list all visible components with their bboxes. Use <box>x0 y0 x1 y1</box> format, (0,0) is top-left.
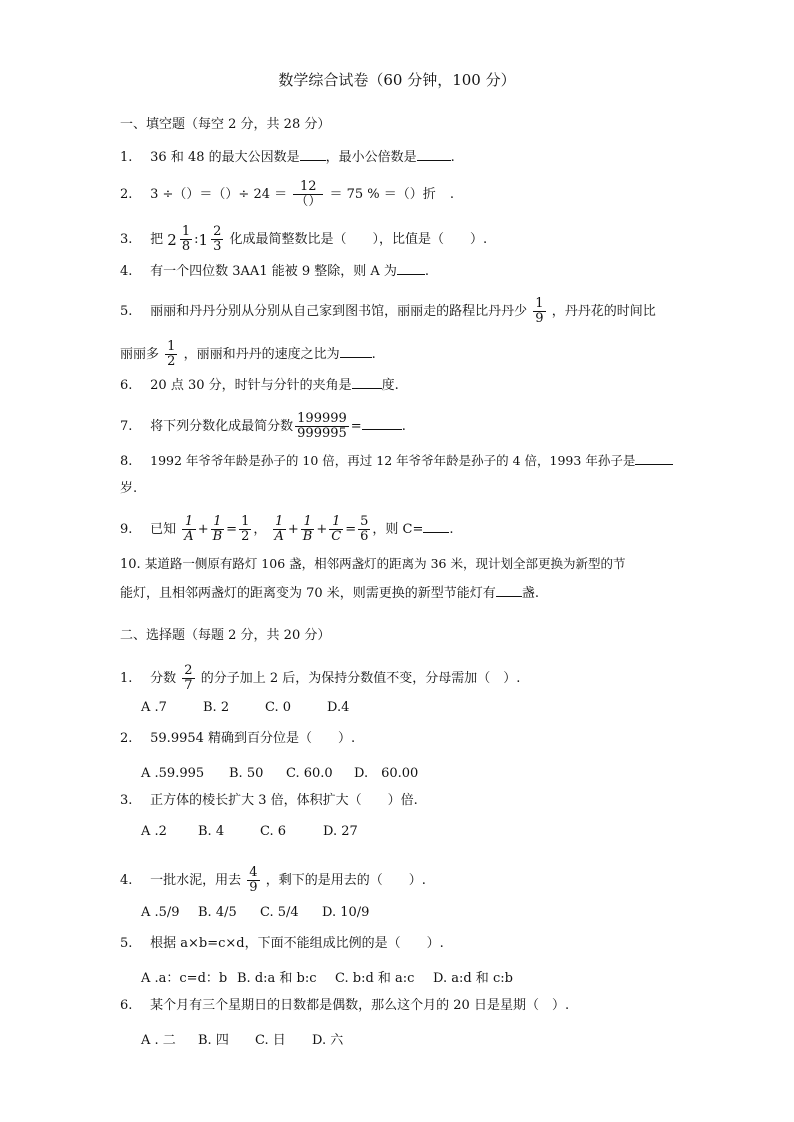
fraction <box>182 664 194 693</box>
numerator: 1 <box>181 224 191 239</box>
answer-blank <box>340 345 372 358</box>
question-number: 9. <box>120 522 133 537</box>
question-text: 度. <box>381 378 399 393</box>
fraction <box>533 297 545 326</box>
whole-part: 1 <box>198 230 209 249</box>
question-2-2 <box>120 731 355 747</box>
equals-sign: = <box>226 522 238 537</box>
question-number: 5. <box>120 304 133 319</box>
option-a[interactable]: A .2 <box>141 824 167 839</box>
option-d[interactable]: D. 10/9 <box>322 905 370 920</box>
fraction <box>211 225 223 254</box>
option-a[interactable]: A .7 <box>141 700 167 715</box>
answer-options <box>141 762 418 781</box>
question-1-10 <box>120 556 626 573</box>
option-d[interactable]: D. 27 <box>323 824 358 839</box>
question-text: 20 点 30 分，时针与分针的夹角是 <box>150 378 352 393</box>
fraction <box>165 340 177 369</box>
question-2-4 <box>120 866 426 895</box>
question-1-5 <box>120 297 656 326</box>
question-1-4 <box>120 262 429 280</box>
denominator: 9 <box>249 880 258 895</box>
mixed-number <box>167 225 194 254</box>
question-text: 盏. <box>521 586 539 601</box>
comma: ， <box>253 522 267 537</box>
mixed-number <box>199 225 226 254</box>
question-text: 的分子加上 2 后，为保持分数值不变，分母需加（ ）. <box>200 671 521 686</box>
option-b[interactable]: B. 4 <box>198 824 225 839</box>
question-number: 5. <box>120 936 133 951</box>
section-heading-multiple-choice: 二、选择题（每题 2 分，共 20 分） <box>120 628 331 643</box>
option-c[interactable]: C. 5/4 <box>260 905 299 920</box>
whole-part: 2 <box>167 230 177 249</box>
question-text: 某个月有三个星期日的日数都是偶数，那么这个月的 20 日是星期（ ）. <box>150 998 570 1013</box>
question-text: ，剩下的是用去的（ ）. <box>265 873 426 888</box>
question-1-9 <box>120 515 454 544</box>
option-c[interactable]: C. 日 <box>255 1033 286 1048</box>
answer-blank <box>423 520 449 533</box>
question-number: 1. <box>120 150 133 165</box>
numerator: 1 <box>535 296 544 311</box>
denominator: 8 <box>181 239 191 254</box>
fraction <box>247 866 259 895</box>
question-text: . <box>449 187 455 202</box>
option-c[interactable]: C. 60.0 <box>286 766 333 781</box>
option-c[interactable]: C. 6 <box>260 824 287 839</box>
numerator: 1 <box>213 514 222 529</box>
fraction <box>182 515 195 544</box>
question-text: . <box>450 150 455 165</box>
option-d[interactable]: D. 六 <box>312 1033 344 1048</box>
answer-blank <box>417 148 451 161</box>
question-text: 根据 a×b=c×d，下面不能组成比例的是（ ）. <box>150 936 444 951</box>
question-1-7 <box>120 412 406 441</box>
fraction <box>301 515 315 544</box>
denominator: 9 <box>535 311 544 326</box>
numerator: 4 <box>249 865 258 880</box>
answer-options <box>141 824 358 839</box>
question-text: 能灯，且相邻两盏灯的距离变为 70 米，则需更换的新型节能灯有 <box>120 586 496 601</box>
option-a[interactable]: A .59.995 <box>141 766 205 781</box>
question-text: 3 ÷（）＝（）÷ 24 ＝ <box>150 187 288 202</box>
denominator: C <box>331 529 342 544</box>
fraction <box>239 515 251 544</box>
denominator: 3 <box>213 239 222 254</box>
denominator: 2 <box>241 529 250 544</box>
option-d[interactable]: D. a:d 和 c:b <box>433 971 513 986</box>
option-b[interactable]: B. 2 <box>203 700 230 715</box>
denominator: （） <box>295 194 322 209</box>
equals-sign: = <box>345 522 357 537</box>
option-d[interactable]: D.4 <box>327 700 350 715</box>
numerator: 12 <box>300 179 317 194</box>
denominator: 2 <box>167 354 176 369</box>
option-a[interactable]: A . 二 <box>141 1033 176 1048</box>
question-1-2 <box>120 180 454 209</box>
question-number: 1. <box>120 671 133 686</box>
numerator: 2 <box>184 663 193 678</box>
question-number: 7. <box>120 419 133 434</box>
numerator: 1 <box>184 514 194 529</box>
question-text: . <box>424 264 430 279</box>
answer-blank <box>362 417 402 430</box>
question-1-8 <box>120 452 673 470</box>
question-text: 丽丽和丹丹分别从分别从自己家到图书馆，丽丽走的路程比丹丹少 <box>150 304 528 319</box>
question-text: . <box>449 522 454 537</box>
option-b[interactable]: B. 50 <box>229 766 264 781</box>
question-text: ＝ 75 % ＝（）折 <box>329 187 436 202</box>
question-text: 一批水泥，用去 <box>150 873 242 888</box>
question-number: 4. <box>120 873 133 888</box>
numerator: 5 <box>360 514 369 529</box>
answer-options <box>141 1029 343 1048</box>
question-1-6 <box>120 376 399 394</box>
question-text: . <box>401 419 406 434</box>
fraction <box>180 225 192 254</box>
question-number: 6. <box>120 998 133 1013</box>
answer-blank <box>300 148 326 161</box>
question-1-1 <box>120 148 455 166</box>
denominator: B <box>302 529 313 544</box>
question-1-3 <box>120 225 487 254</box>
numerator: 1 <box>275 514 284 529</box>
question-text: ，丽丽和丹丹的速度之比为 <box>183 347 340 362</box>
numerator: 2 <box>213 224 222 239</box>
option-a[interactable]: A .a：c=d：b <box>141 971 228 986</box>
question-number: 3. <box>120 793 133 808</box>
question-text: 丽丽多 <box>120 347 160 362</box>
question-text: 有一个四位数 3AA1 能被 9 整除，则 A 为 <box>150 264 397 279</box>
option-a[interactable]: A .5/9 <box>141 905 180 920</box>
option-b[interactable]: B. 四 <box>198 1033 229 1048</box>
numerator: 1 <box>167 339 176 354</box>
fraction <box>293 180 323 209</box>
fraction <box>295 412 349 441</box>
fraction <box>211 515 225 544</box>
answer-options <box>141 700 349 715</box>
numerator: 1 <box>303 514 312 529</box>
plus-sign: + <box>316 522 328 537</box>
numerator: 199999 <box>297 411 347 426</box>
numerator: 1 <box>332 514 341 529</box>
denominator: A <box>184 529 194 544</box>
answer-blank <box>635 452 673 465</box>
question-text: 将下列分数化成最简分数 <box>150 419 294 434</box>
question-number: 6. <box>120 378 133 393</box>
question-number: 2. <box>120 187 133 202</box>
option-d[interactable]: D. 60.00 <box>354 766 419 781</box>
question-number: 8. <box>120 454 133 469</box>
denominator: 7 <box>184 678 193 693</box>
question-number: 4. <box>120 264 133 279</box>
question-text: 36 和 48 的最大公因数是 <box>150 150 300 165</box>
question-number: 2. <box>120 731 133 746</box>
question-2-3 <box>120 793 418 809</box>
denominator: A <box>274 529 284 544</box>
fraction <box>329 515 343 544</box>
question-2-1 <box>120 664 520 693</box>
option-c[interactable]: C. b:d 和 a:c <box>335 971 415 986</box>
ratio-colon: : <box>194 232 199 247</box>
numerator: 1 <box>241 514 250 529</box>
option-c[interactable]: C. 0 <box>265 700 292 715</box>
answer-blank <box>496 584 522 597</box>
fraction <box>358 515 370 544</box>
denominator: 999995 <box>297 426 347 441</box>
fraction <box>273 515 286 544</box>
denominator: 6 <box>360 529 369 544</box>
plus-sign: + <box>197 522 209 537</box>
question-1-8-continued <box>120 481 137 497</box>
question-text: 59.9954 精确到百分位是（ ）. <box>150 731 356 746</box>
option-b[interactable]: B. d:a 和 b:c <box>237 971 317 986</box>
question-text: 分数 <box>150 671 177 686</box>
question-text: ，则 C= <box>372 522 424 537</box>
question-text: 某道路一侧原有路灯 106 盏，相邻两盏灯的距离为 36 米，现计划全部更换为新型的节 <box>144 556 626 571</box>
question-1-5-continued <box>120 340 376 369</box>
page-title: 数学综合试卷（60 分钟，100 分） <box>278 71 516 89</box>
question-text: ，丹丹花的时间比 <box>551 304 656 319</box>
question-2-5 <box>120 936 444 952</box>
section-heading-fill-in: 一、填空题（每空 2 分，共 28 分） <box>120 117 331 132</box>
question-number: 10. <box>120 557 141 572</box>
denominator: B <box>212 529 223 544</box>
equals-sign: = <box>350 419 362 434</box>
plus-sign: + <box>287 522 299 537</box>
question-2-6 <box>120 998 569 1014</box>
question-text: 把 <box>150 232 164 247</box>
question-text: . <box>371 347 376 362</box>
option-b[interactable]: B. 4/5 <box>198 905 237 920</box>
question-text: 已知 <box>150 522 177 537</box>
question-text: 岁. <box>120 481 138 496</box>
question-text: ，最小公倍数是 <box>325 150 417 165</box>
question-text: 1992 年爷爷年龄是孙子的 10 倍，再过 12 年爷爷年龄是孙子的 4 倍，1993 年孙子是 <box>150 453 636 468</box>
answer-blank <box>352 376 382 389</box>
answer-options <box>141 905 369 920</box>
question-number: 3. <box>120 232 133 247</box>
question-text: 化成最简整数比是（ ），比值是（ ）. <box>229 232 488 247</box>
question-text: 正方体的棱长扩大 3 倍，体积扩大（ ）倍. <box>150 793 418 808</box>
answer-blank <box>397 262 425 275</box>
question-1-10-continued <box>120 584 539 602</box>
answer-options <box>141 967 513 986</box>
